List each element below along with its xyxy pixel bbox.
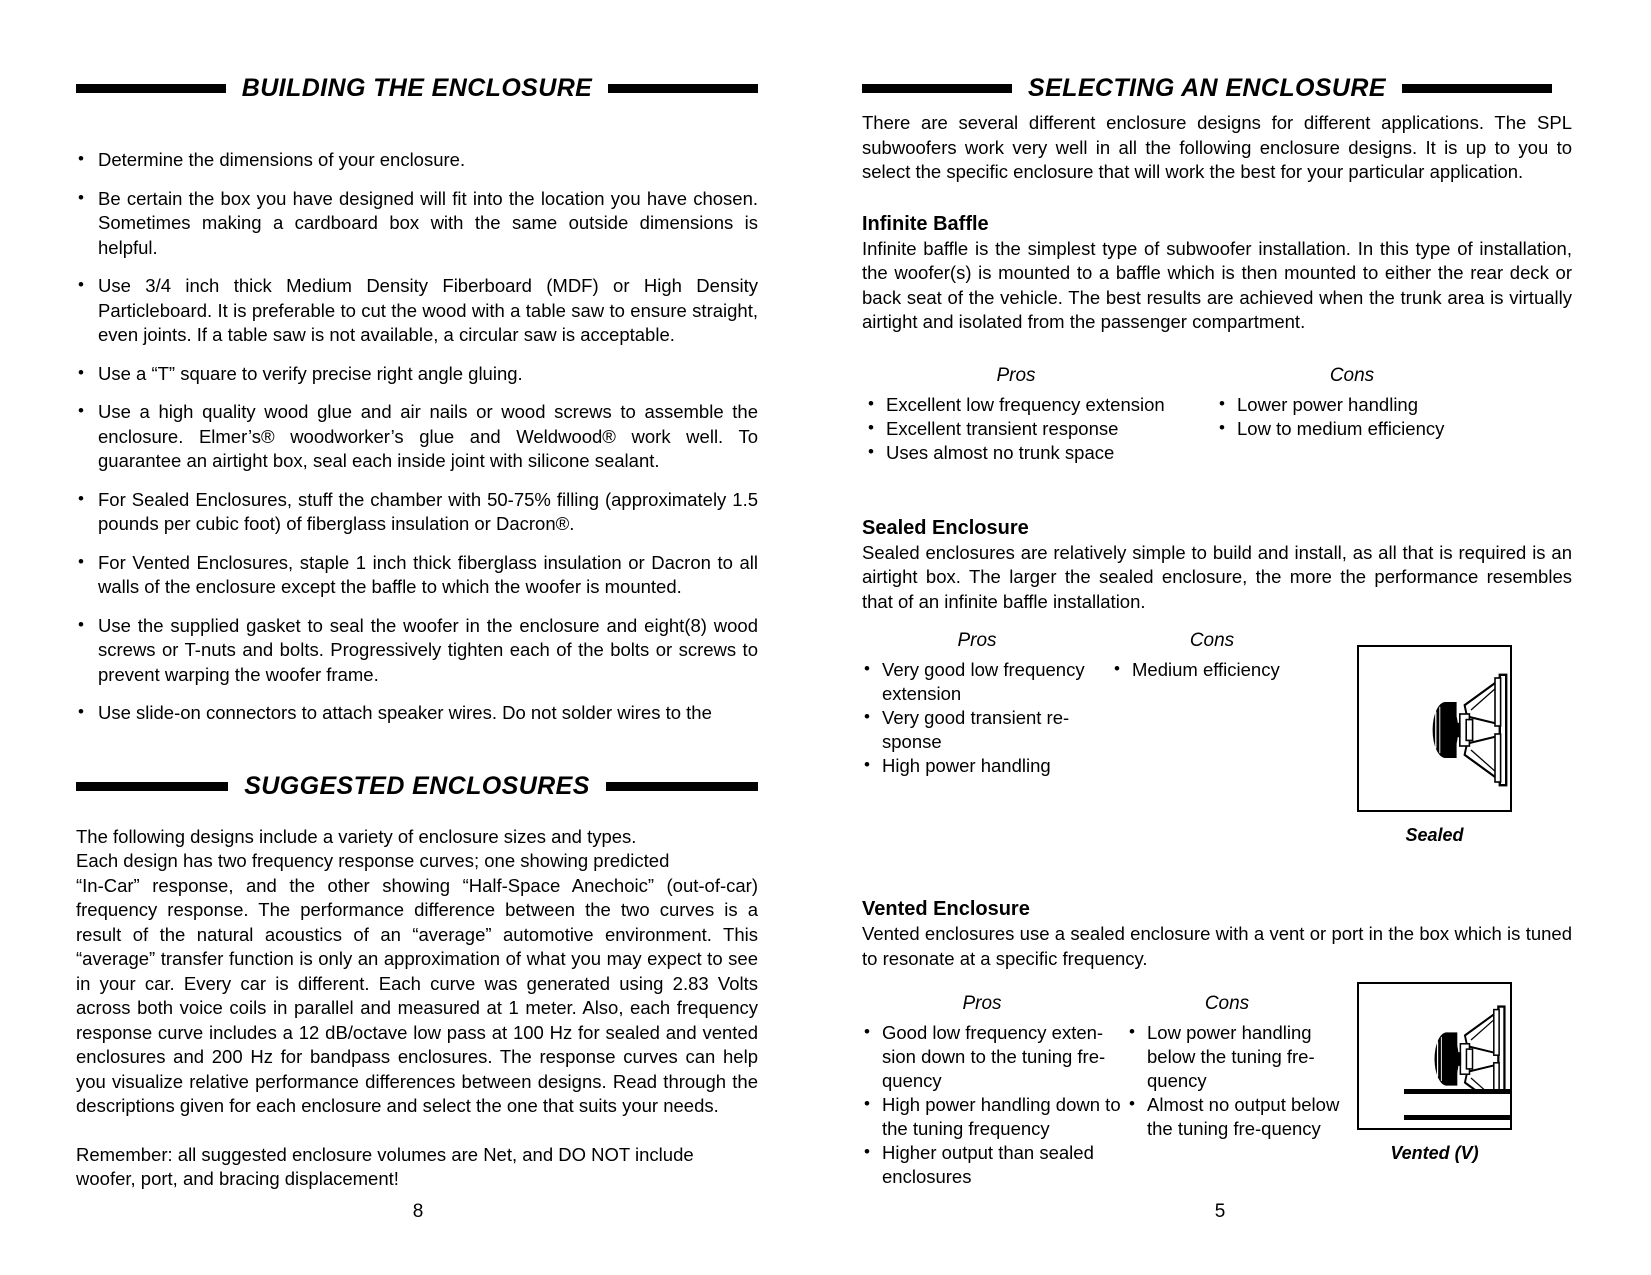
section-heading: SELECTING AN ENCLOSURE xyxy=(1028,74,1386,102)
cons-column xyxy=(1127,993,1352,1189)
list-item: • Excellent transient response xyxy=(866,417,1217,441)
banner-rule-right xyxy=(608,84,758,93)
cons-title: Cons xyxy=(1329,364,1375,386)
suggested-remember-note: Remember: all suggested enclosure volumes are Net, and DO NOT include woofer, port, and bracing displacement! xyxy=(76,1143,694,1189)
cons-title: Cons xyxy=(1204,993,1250,1014)
banner-rule-right xyxy=(606,782,758,791)
list-item: • Medium efficiency xyxy=(1112,658,1342,682)
pros-list xyxy=(862,1021,1127,1189)
list-item: • Low power handling below the tuning fre-quency xyxy=(1127,1021,1352,1093)
list-item: • Use 3/4 inch thick Medium Density Fiberboard (MDF) or High Density Particleboard. It is preferable to cut the wood with a table saw to ensure straight, even joints. If a table saw is not available, a circular saw is acceptable. xyxy=(76,274,758,348)
pros-column xyxy=(862,630,1112,778)
pros-column xyxy=(862,993,1127,1189)
section-banner-selecting-an-enclosure xyxy=(862,74,1572,103)
list-item: • Low to medium efficiency xyxy=(1217,417,1567,441)
subsection-heading-sealed-enclosure: Sealed Enclosure xyxy=(862,516,1029,539)
pros-title: Pros xyxy=(962,993,1002,1014)
list-item: • Higher output than sealed enclosures xyxy=(862,1141,1127,1189)
building-steps-list xyxy=(76,148,758,726)
infinite-baffle-pros-cons xyxy=(862,365,1572,465)
pros-title: Pros xyxy=(996,364,1036,386)
banner-rule-left xyxy=(862,84,1012,93)
section-banner-building-the-enclosure xyxy=(76,74,758,103)
list-item: • Lower power handling xyxy=(1217,393,1567,417)
list-item: • Determine the dimensions of your enclosure. xyxy=(76,148,758,173)
pros-list xyxy=(862,658,1112,778)
list-item: • High power handling xyxy=(862,754,1112,778)
vented-enclosure-box xyxy=(1357,982,1512,1130)
list-item: • Be certain the box you have designed will fit into the location you have chosen. Sometimes making a cardboard box with the same outside dimensions is helpful. xyxy=(76,187,758,261)
subsection-heading-vented-enclosure: Vented Enclosure xyxy=(862,898,1030,920)
cons-list xyxy=(1112,658,1342,682)
list-item: • Very good transient re-sponse xyxy=(862,706,1112,754)
cons-list xyxy=(1217,393,1567,441)
suggested-intro-line-2: Each design has two frequency response curves; one showing predicted xyxy=(76,850,670,871)
list-item: • Very good low frequency extension xyxy=(862,658,1112,706)
list-item: • For Vented Enclosures, staple 1 inch thick fiberglass insulation or Dacron to all walls of the enclosure except the baffle to which the woofer is mounted. xyxy=(76,551,758,600)
banner-rule-left xyxy=(76,782,228,791)
sealed-enclosure-body: Sealed enclosures are relatively simple to build and install, as all that is required is an airtight box. The larger the sealed enclosure, the more the performance resembles that of an infinite baffle installation. xyxy=(862,541,1572,612)
list-item: • Use the supplied gasket to seal the woofer in the enclosure and eight(8) wood screws or T-nuts and bolts. Progressively tighten each of the bolts or screws to prevent warping the woofer frame. xyxy=(76,614,758,688)
pros-list xyxy=(866,393,1217,465)
section-banner-suggested-enclosures xyxy=(76,772,758,801)
page-number-left: 8 xyxy=(412,1201,424,1222)
list-item: • Good low frequency exten-sion down to the tuning fre-quency xyxy=(862,1021,1127,1093)
list-item: • Use a high quality wood glue and air nails or wood screws to assemble the enclosure. Elmer’s® woodworker’s glue and Weldwood® work well. To guarantee an airtight box, seal each inside joint with silicone sealant. xyxy=(76,400,758,474)
banner-rule-right xyxy=(1402,84,1552,93)
section-heading: BUILDING THE ENCLOSURE xyxy=(241,74,593,102)
list-item: • Almost no output below the tuning fre-quency xyxy=(1127,1093,1352,1141)
column-gutter xyxy=(788,62,850,1265)
pros-column xyxy=(862,365,1217,465)
list-item: • Use slide-on connectors to attach speaker wires. Do not solder wires to the xyxy=(76,701,758,726)
selecting-intro-paragraph: There are several different enclosure designs for different applications. The SPL subwoofers work very well in all the following enclosure designs. It is up to you to select the specific enclosure that will work the best for your particular application. xyxy=(862,112,1572,182)
suggested-intro-line-1: The following designs include a variety of enclosure sizes and types. xyxy=(76,825,637,847)
cons-title: Cons xyxy=(1189,630,1235,651)
page-number-right: 5 xyxy=(1214,1201,1226,1222)
list-item: • High power handling down to the tuning frequency xyxy=(862,1093,1127,1141)
vented-enclosure-caption: Vented (V) xyxy=(1390,1143,1479,1163)
cons-column xyxy=(1112,630,1342,778)
infinite-baffle-body: Infinite baffle is the simplest type of subwoofer installation. In this type of installation, the woofer(s) is mounted to a baffle which is then mounted to either the rear deck or back seat of the vehicle. The best results are achieved when the trunk area is virtually airtight and isolated from the passenger compartment. xyxy=(862,237,1572,332)
vent-port-shelf xyxy=(1404,1089,1512,1120)
cons-column xyxy=(1217,365,1567,465)
left-page-column xyxy=(48,62,788,1265)
section-heading: SUGGESTED ENCLOSURES xyxy=(244,771,590,800)
sealed-enclosure-box xyxy=(1357,645,1512,812)
vented-enclosure-figure xyxy=(1357,982,1512,1164)
sealed-enclosure-caption: Sealed xyxy=(1405,825,1464,845)
pros-title: Pros xyxy=(957,630,997,651)
list-item: • Use a “T” square to verify precise right angle gluing. xyxy=(76,362,758,387)
suggested-body-paragraph: “In-Car” response, and the other showing “Half-Space Anechoic” (out-of-car) frequency response. The performance difference between the two curves is a result of the natural acoustics of an “average” automotive environment. This “average” transfer function is only an approximation of what you may expect to see in your car. Every car is different. Each curve was generated using 2.83 Volts across both voice coils in parallel and measured at 1 meter. Also, each frequency response curve includes a 12 dB/octave low pass at 100 Hz for sealed and vented enclosures and 200 Hz for bandpass enclosures. The response curves can help you visualize relative performance differences between designs. Read through the descriptions given for each enclosure and select the one that suits your needs. xyxy=(76,874,758,1116)
list-item: • Uses almost no trunk space xyxy=(866,441,1217,465)
list-item: • Excellent low frequency extension xyxy=(866,393,1217,417)
sealed-enclosure-figure xyxy=(1357,645,1512,846)
vented-enclosure-body: Vented enclosures use a sealed enclosure with a vent or port in the box which is tuned to resonate at a specific frequency. xyxy=(862,923,1572,969)
speaker-driver-icon xyxy=(1431,655,1511,805)
subsection-heading-infinite-baffle: Infinite Baffle xyxy=(862,212,989,235)
banner-rule-left xyxy=(76,84,226,93)
list-item: • For Sealed Enclosures, stuff the chamber with 50-75% filling (approximately 1.5 pounds per cubic foot) of fiberglass insulation or Dacron®. xyxy=(76,488,758,537)
cons-list xyxy=(1127,1021,1352,1141)
